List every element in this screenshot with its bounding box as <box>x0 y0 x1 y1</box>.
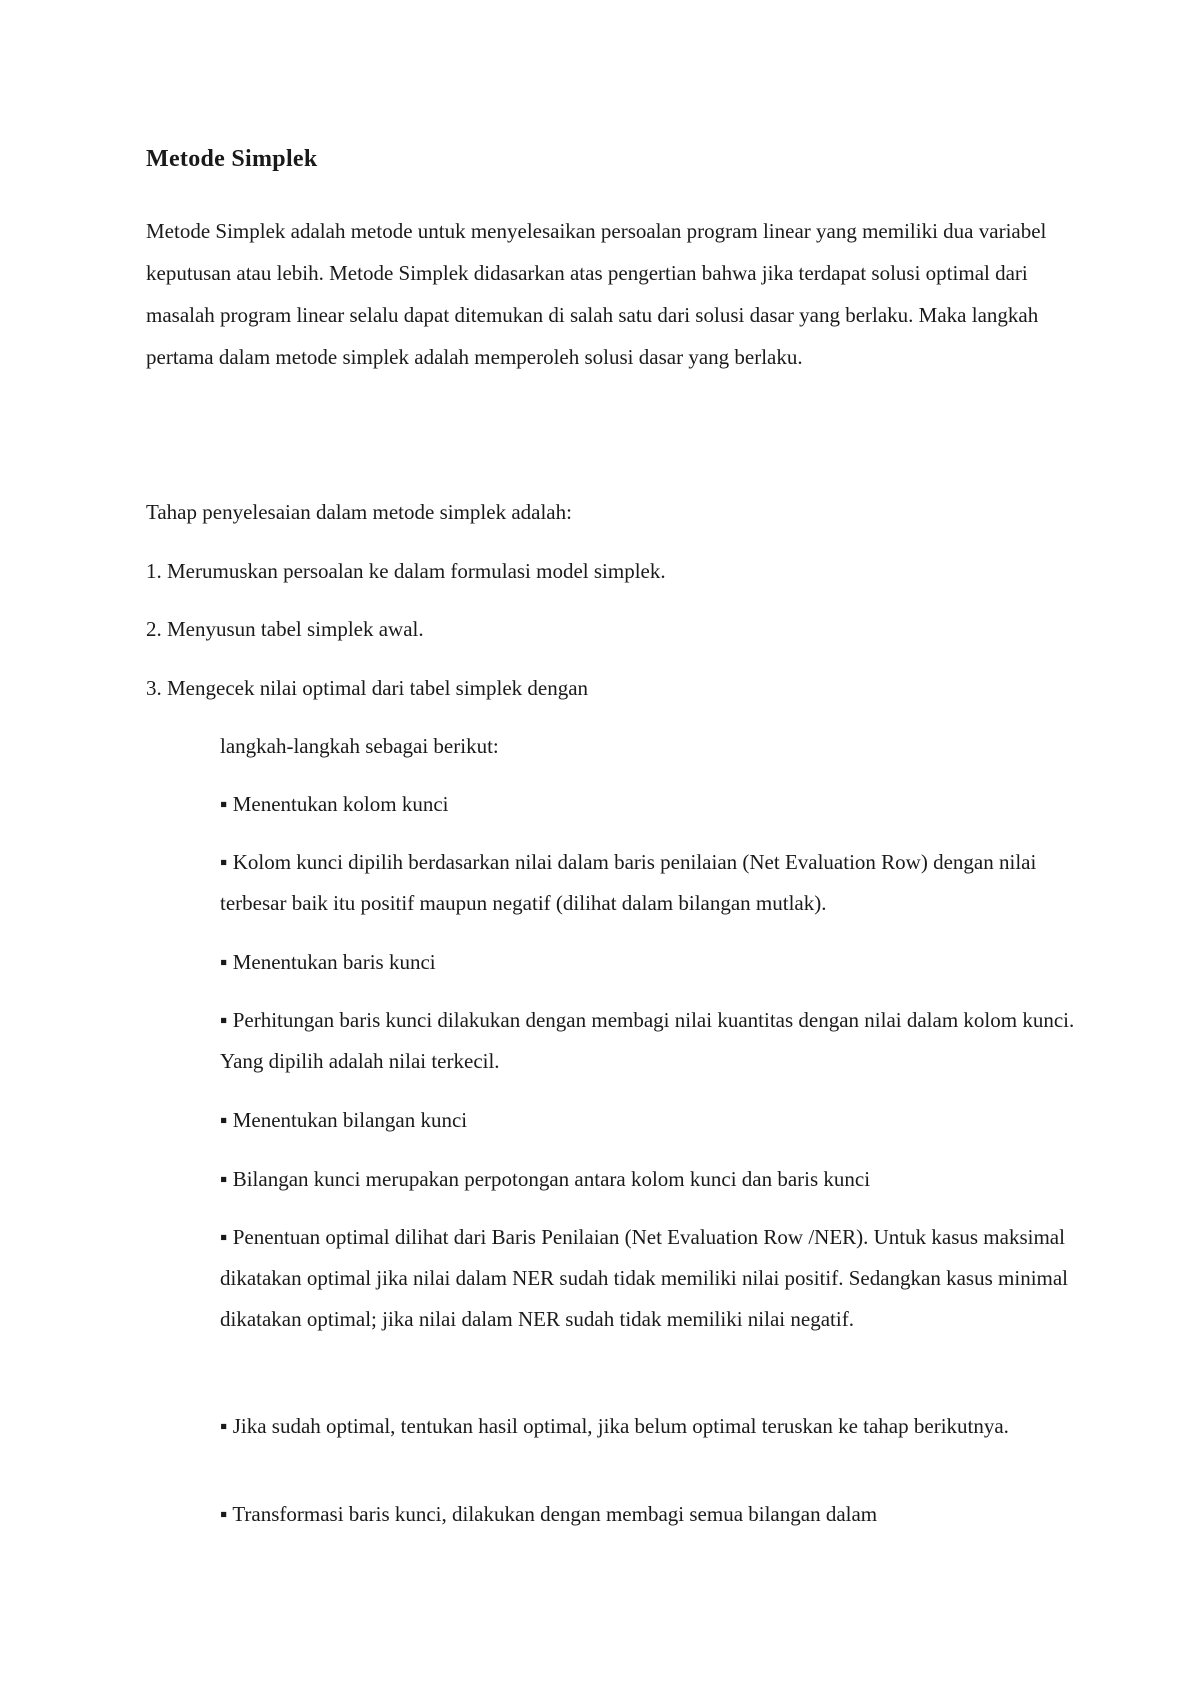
bullet-item: ▪ Menentukan kolom kunci <box>220 792 449 816</box>
bullet-item: ▪ Penentuan optimal dilihat dari Baris Penilaian (Net Evaluation Row /NER). Untuk kasus maksimal dikatakan optimal jika nilai dalam NER sudah tidak memiliki nilai positif. Sedangkan kasus minimal dikatakan optimal; jika nilai dalam NER sudah tidak memiliki nilai negatif. <box>220 1225 1069 1331</box>
bullet-item: ▪ Bilangan kunci merupakan perpotongan antara kolom kunci dan baris kunci <box>220 1167 871 1191</box>
stages-intro: Tahap penyelesaian dalam metode simplek adalah: <box>146 500 572 524</box>
bullet-item: ▪ Transformasi baris kunci, dilakukan dengan membagi semua bilangan dalam <box>220 1502 878 1526</box>
step-3: 3. Mengecek nilai optimal dari tabel simplek dengan <box>146 676 589 700</box>
bullet-item: ▪ Menentukan baris kunci <box>220 950 436 974</box>
intro-paragraph: Metode Simplek adalah metode untuk menyelesaikan persoalan program linear yang memiliki dua variabel keputusan atau lebih. Metode Simplek didasarkan atas pengertian bahwa jika terdapat solusi optimal dari masalah program linear selalu dapat ditemukan di salah satu dari solusi dasar yang berlaku. Maka langkah pertama dalam metode simplek adalah memperoleh solusi dasar yang berlaku. <box>146 219 1047 369</box>
page-title: Metode Simplek <box>146 146 318 172</box>
step-1: 1. Merumuskan persoalan ke dalam formulasi model simplek. <box>146 559 666 583</box>
bullet-item: ▪ Jika sudah optimal, tentukan hasil optimal, jika belum optimal teruskan ke tahap berikutnya. <box>220 1414 1009 1438</box>
bullet-item: ▪ Menentukan bilangan kunci <box>220 1108 468 1132</box>
bullet-item: ▪ Perhitungan baris kunci dilakukan dengan membagi nilai kuantitas dengan nilai dalam kolom kunci. Yang dipilih adalah nilai terkecil. <box>220 1008 1075 1073</box>
sub-intro: langkah-langkah sebagai berikut: <box>220 734 499 758</box>
bullet-item: ▪ Kolom kunci dipilih berdasarkan nilai dalam baris penilaian (Net Evaluation Row) dengan nilai terbesar baik itu positif maupun negatif (dilihat dalam bilangan mutlak). <box>220 850 1037 915</box>
step-2: 2. Menyusun tabel simplek awal. <box>146 617 424 641</box>
